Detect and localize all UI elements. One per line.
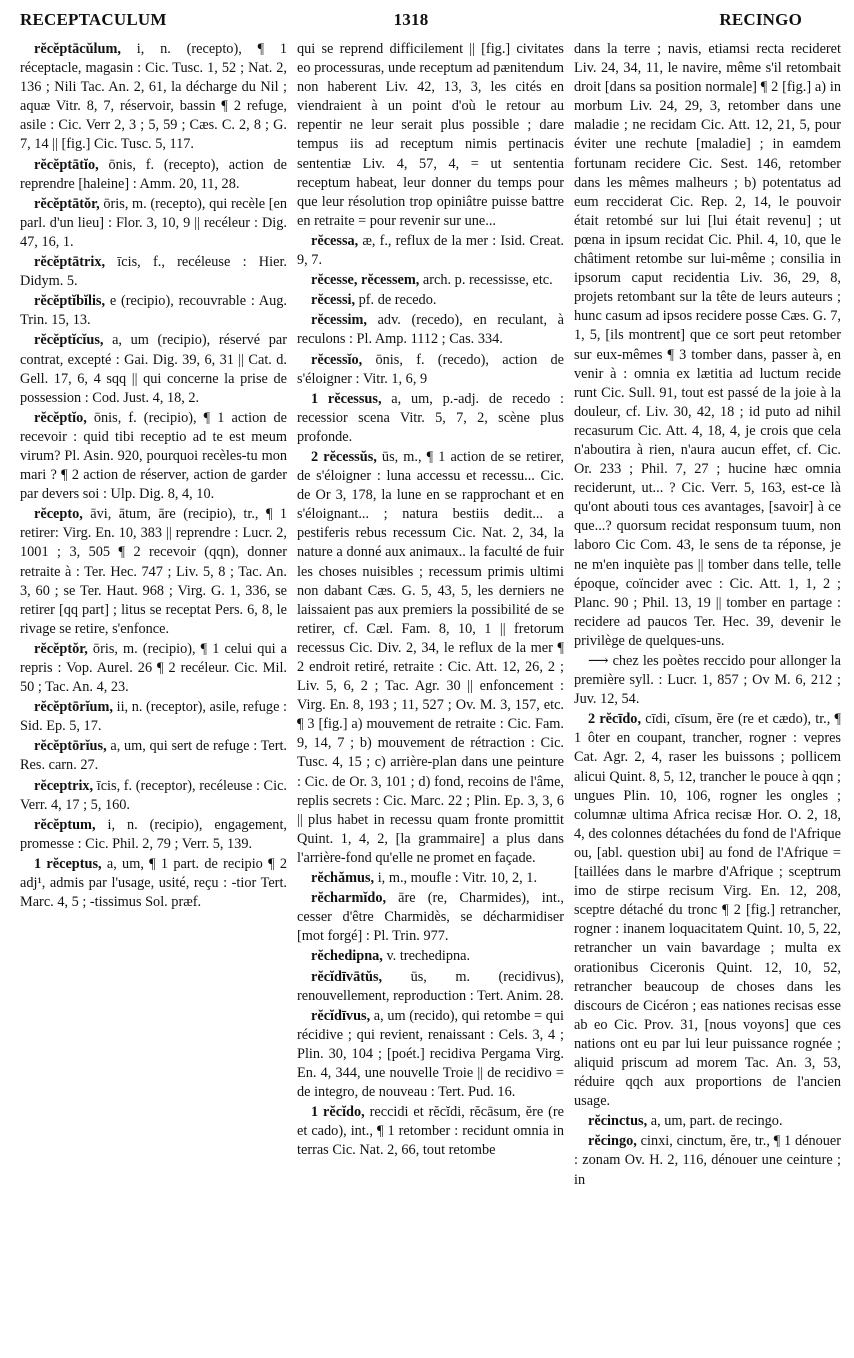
dictionary-entry-continued [297, 40, 564, 231]
entry-text: a, um, p.-adj. de recedo : recessior scena Vitr. 5, 7, 2, scène plus profonde. [297, 390, 564, 445]
entry-text: ōris, m. (recipio), ¶ 1 celui qui a repris : Vop. Aurel. 26 ¶ 2 recéleur. Cic. Mil. 50 ; Tac. An. 4, 23. [20, 640, 287, 696]
entry-headword: rĕcĕptātŏr, [34, 195, 100, 212]
entry-text: adv. (recedo), en reculant, à reculons : Pl. Amp. 1112 ; Cas. 334. [297, 312, 564, 348]
entry-text: īcis, f. (receptor), recéleuse : Cic. Verr. 4, 17 ; 5, 160. [20, 777, 287, 813]
entry-headword: rĕcessa, [311, 232, 359, 249]
dictionary-entry [297, 1007, 564, 1102]
dictionary-entry [20, 156, 287, 194]
dictionary-entry [20, 737, 287, 775]
dictionary-entry [297, 271, 564, 290]
dictionary-entry [20, 855, 287, 912]
dictionary-entry [20, 292, 287, 330]
dictionary-entry [20, 698, 287, 736]
entry-headword: rĕcĕptātĭo, [34, 156, 99, 173]
entry-headword: rĕcharmĭdo, [311, 890, 387, 907]
running-head-right: RECINGO [719, 10, 802, 29]
dictionary-entry [20, 409, 287, 504]
entry-text: e (recipio), recouvrable : Aug. Trin. 15, 13. [20, 293, 287, 329]
entry-text: a, um, qui sert de refuge : Tert. Res. carn. 27. [20, 738, 287, 774]
dictionary-entry [20, 331, 287, 407]
dictionary-entry [297, 1103, 564, 1160]
entry-text: ūs, m. (recidivus), renouvellement, reproduction : Tert. Anim. 28. [297, 968, 564, 1004]
dictionary-entry [297, 869, 564, 888]
entry-headword: rĕcingo, [588, 1133, 637, 1150]
entry-text: ōris, m. (recepto), qui recèle [en parl. d'un lieu] : Flor. 3, 10, 9 || recéleur : Dig. 47, 16, 1. [20, 195, 287, 250]
dictionary-entry [574, 1132, 841, 1189]
entry-headword: rĕcĕptācŭlum, [34, 41, 121, 57]
dictionary-entry [20, 253, 287, 291]
dictionary-entry [574, 1112, 841, 1131]
entry-headword: rĕcessĭo, [311, 351, 363, 368]
entry-headword: rĕcĕptĭbĭlis, [34, 293, 106, 310]
dictionary-entry [297, 448, 564, 868]
column-2 [297, 40, 564, 1350]
entry-text: reccidi et rĕcĭdi, rĕcāsum, ĕre (re et cado), int., ¶ 1 retomber : recidunt omnia in terras Cic. Nat. 2, 66, tout retombe [297, 1104, 564, 1159]
entry-text: v. trechedipna. [382, 948, 471, 965]
entry-headword: rĕcinctus, [588, 1113, 648, 1130]
entry-text: a, um (recido), qui retombe = qui récidive ; qui revient, renaissant : Cels. 3, 4 ; Plin. 30, 104 ; [poét.] recidiva Pergama Virg. En. 4, 344, une nouvelle Troie || de recidivo = de integro, de nouveau : Tert. Pud. 16. [297, 1007, 564, 1101]
entry-headword: rĕchedipna, [311, 948, 383, 965]
running-head-left: RECEPTACULUM [20, 10, 167, 29]
text-columns [20, 40, 842, 1350]
entry-headword: 1 rĕcĭdo, [311, 1104, 365, 1121]
entry-text: dans la terre ; navis, etiamsi recta recideret Liv. 24, 34, 11, le navire, même s'il retombait droit [dans sa position normale] ¶ 2 [fig.] a) in morbum Liv. 24, 29, 3, retomber dans une maladie ; ne recidam Cic. Att. 12, 21, 5, pour éviter une rechute [maladie] ; in eamdem fortunam recidere Cic. Sest. 146, retomber dans les mêmes malheurs ; b) potentatus ad eum recciderat Cic. Rep. 2, 14, le pouvoir était retombé sur lui [lui était revenu] ; ut pœna in ipsum recidat Cic. Phil. 4, 10, que le châtiment retombe sur lui-même ; consilia in ipsorum caput recidentia Liv. 36, 29, 8, projets retombant sur la tête de leurs auteurs ; hunc casum ad ipsos recidere posse Cæs. G. 7, 1, 5, [ils montrent] que ce sort peut retomber sur eux-mêmes ¶ 3 tomber dans, passer à, en venir à : omnia ex lætitia ad luctum recide runt Cic. Sull. 91, tout est passé de la joie à la douleur, cf. Liv. 30, 42, 18 ; id puto ad nihil recasurum Cic. Att. 4, 18, 4, je crois que cela n'aboutira à rien, n'aura aucun effet, cf. Cic. Or. 233 ; Phil. 7, 27 ; hucine hæc omnia reciderunt, ut... ? Cic. Verr. 5, 163, est-ce là qu'ont abouti tous ces avantages, [savoir] à ce que...? quorsum recidat responsum tuum, non laboro Cic Com. 43, le sens de ta réponse, je ne m'en inquiète pas || tomber dans telle, telle époque, coïncider avec : Cic. Att. 1, 1, 2 ; Planc. 90 ; Phil. 13, 19 || tomber en partage : recidere ad paucos Ter. Hec. 39, devenir le privilège de quelques-uns. [574, 41, 841, 649]
dictionary-entry [297, 968, 564, 1006]
entry-text: īcis, f., recéleuse : Hier. Didym. 5. [20, 254, 287, 290]
entry-headword: rĕcĕptĭcĭus, [34, 332, 104, 349]
entry-headword: rĕcĕptōrĭus, [34, 738, 107, 755]
entry-headword: 1 rĕceptus, [34, 855, 102, 872]
entry-headword: 2 rĕcessŭs, [311, 448, 377, 465]
entry-headword: 2 rĕcīdo, [588, 711, 642, 728]
entry-text: arch. p. recessisse, etc. [419, 272, 553, 289]
dictionary-entry [297, 390, 564, 447]
entry-text: āre (re, Charmides), int., cesser d'être Charmidès, se décharmidiser [mot forgé] : Pl. Trin. 977. [297, 890, 564, 945]
dictionary-entry [20, 40, 287, 155]
entry-headword: rĕcĕptĭo, [34, 409, 87, 426]
entry-text: ūs, m., ¶ 1 action de se retirer, de s'éloigner : luna accessu et recessu... Cic. de Or 3, 178, la lune en se rapprochant et en s'éloignant... ; natura bestiis dedit... a pestiferis rebus recessum Cic. Nat. 2, 34, la nature a donné aux animaux.. la faculté de fuir les choses nuisibles ; recessum primis ultimi non dabant Cæs. G. 5, 43, 5, les derniers ne laissaient pas aux premiers la possibilité de se retirer, cf. Cæl. Fam. 8, 10, 1 || fretorum recessus Cic. Div. 2, 34, le reflux de la mer ¶ 2 endroit retiré, retraite : Cic. Att. 12, 26, 2 ; Liv. 5, 6, 2 ; Tac. Agr. 30 || enfoncement : Virg. En. 8, 193 ; 11, 527 ; Ov. M. 3, 157, etc. ¶ 3 [fig.] a) mouvement de retraite : Cic. Fam. 9, 14, 7 ; b) mouvement de rétraction : Cic. Tusc. 4, 15 ; c) arrière-plan dans une peinture : Cic. de Or. 3, 101 ; d) fond, recoins de l'âme, replis secrets : Cic. Marc. 22 ; Plin. Ep. 3, 3, 6 || plus habet in recessu quam fronte promittit Quint. 1, 4, 2, [la grammaire] a plus dans l'arrière-fond qu'elle ne promet en façade. [297, 448, 564, 866]
page-header [20, 10, 842, 40]
entry-headword: rĕcĕptōrĭum, [34, 699, 113, 716]
entry-headword: rĕcesse, rĕcessem, [311, 272, 420, 289]
dictionary-entry [574, 710, 841, 1111]
dictionary-entry [297, 947, 564, 966]
entry-text: āvi, ātum, āre (recipio), tr., ¶ 1 retirer: Virg. En. 10, 383 || reprendre : Lucr. 2, 1001 ; 3, 505 ¶ 2 recevoir (qqn), donner retraite à : Ter. Hec. 747 ; Liv. 5, 8 ; Tac. An. 3, 60 ; se Ter. Haut. 968 ; Virg. G. 1, 336, se retirer [qq part] ; litus se receptat Pers. 6, 8, le rivage se retire, s'enfonce. [20, 506, 287, 637]
entry-headword: rĕcessim, [311, 312, 367, 329]
entry-headword: rĕchămus, [311, 870, 375, 887]
dictionary-entry [297, 232, 564, 270]
entry-headword: rĕcĕptŏr, [34, 640, 88, 657]
entry-headword: rĕcĕptātrix, [34, 254, 106, 271]
entry-headword: rĕcĕptum, [34, 816, 96, 833]
dictionary-note [574, 652, 841, 709]
entry-text: ōnis, f. (recepto), action de reprendre [haleine] : Amm. 20, 11, 28. [20, 156, 287, 192]
dictionary-entry [297, 291, 564, 310]
dictionary-entry-continued [574, 40, 841, 651]
entry-text: ii, n. (receptor), asile, refuge : Sid. Ep. 5, 17. [20, 699, 287, 735]
entry-text: a, um, ¶ 1 part. de recipio ¶ 2 adj¹, admis par l'usage, usité, reçu : -tior Tert. Marc. 4, 5 ; -tissimus Sol. præf. [20, 855, 287, 911]
dictionary-entry [20, 505, 287, 639]
entry-text: a, um (recipio), réservé par contrat, excepté : Gai. Dig. 39, 6, 31 || Cat. d. Gell. 17, 6, 4 sqq || qui concerne la prise de possession : Cod. Just. 4, 18, 2. [20, 332, 287, 406]
entry-text: cinxi, cinctum, ĕre, tr., ¶ 1 dénouer : zonam Ov. H. 2, 116, dénouer une ceinture ; in [574, 1133, 841, 1188]
entry-text: pf. de recedo. [355, 292, 437, 309]
entry-text: a, um, part. de recingo. [647, 1113, 783, 1130]
dictionary-entry [297, 311, 564, 349]
entry-text: æ, f., reflux de la mer : Isid. Creat. 9, 7. [297, 232, 564, 269]
dictionary-entry [20, 816, 287, 854]
entry-text: i, n. (recipio), engagement, promesse : Cic. Phil. 2, 79 ; Verr. 5, 139. [20, 816, 287, 852]
entry-text: i, m., moufle : Vitr. 10, 2, 1. [374, 870, 538, 887]
entry-headword: rĕcĭdīvātŭs, [311, 968, 383, 985]
entry-headword: rĕcessi, [311, 292, 356, 309]
dictionary-entry [297, 351, 564, 389]
entry-headword: rĕceptrix, [34, 777, 94, 794]
dictionary-entry [297, 889, 564, 946]
page-number: 1318 [393, 10, 429, 29]
entry-text: ōnis, f. (recipio), ¶ 1 action de recevoir : quid tibi receptio ad te est meum virum? Pl. Asin. 920, pourquoi recèles-tu mon mari ? ¶ 2 action de réserver, action de garder par devers soi : Ulp. Dig. 8, 4, 10. [20, 409, 287, 503]
column-1 [20, 40, 287, 1350]
entry-text: qui se reprend difficilement || [fig.] civitates eo processuras, unde receptum ad pænitendum non haberent Liv. 42, 13, 3, les cités en viendraient à un point d'où le retour au repentir ne leur serait plus possible ; dare tempus iis ad receptum nimis pertinacis sententiæ Liv. 4, 57, 4, = ut sententia receptum habeat, leur donner du temps pour que leur résolution trop opiniâtre puisse battre en retraite = pour revenir sur une... [297, 41, 564, 229]
column-3 [574, 40, 841, 1350]
entry-text: i, n. (recepto), ¶ 1 réceptacle, magasin : Cic. Tusc. 1, 52 ; Nat. 2, 136 ; Nili Tac. An. 2, 61, la décharge du Nil ; aquæ Vitr. 8, 7, réservoir, bassin ¶ 2 refuge, asile : Cic. Verr 2, 3 ; 5, 59 ; Cæs. C. 2, 8 ; G. 7, 14 || [fig.] Cic. Tusc. 5, 117. [20, 41, 287, 153]
dictionary-entry [20, 195, 287, 252]
entry-headword: rĕcĭdīvus, [311, 1007, 371, 1024]
entry-text: ōnis, f. (recedo), action de s'éloigner : Vitr. 1, 6, 9 [297, 351, 564, 387]
entry-text: ⟶ chez les poètes reccido pour allonger la première syll. : Lucr. 1, 857 ; Ov M. 6, 212 ; Juv. 12, 54. [574, 653, 841, 708]
entry-headword: 1 rĕcessus, [311, 390, 382, 407]
entry-headword: rĕcepto, [34, 506, 83, 523]
entry-text: cīdi, cīsum, ĕre (re et cædo), tr., ¶ 1 ôter en coupant, trancher, rogner : vepres Cat. Agr. 2, 4, raser les buissons ; pollicem alicui Quint. 8, 5, 12, trancher le pouce à qqn ; ungues Plin. 10, 106, rogner les ongles ; columnæ ultima Africa recisæ Hor. O. 2, 18, 4, des colonnes détachées du fond de l'Afrique ou, [abl. question ubi] au fond de l'Afrique = [taillées dans le marbre d'Afrique ; sceptrum imo de stirpe recisum Virg. En. 12, 208, sceptre détaché du tronc ¶ 2 [fig.] retrancher, rogner : inanem loquacitatem Quint. 10, 5, 22, retrancher un vain bavardage ; multa ex orationibus Ciceronis Quint. 12, 10, 52, retrancher beaucoup de choses dans les discours de Cicéron ; eas nationes recisas esse ab eo Cic. Prov. 31, [nous voyons] que ces nations ont eu par lui leur puissance rognée ; aliquid priscum ad morem Tac. An. 3, 53, réduire qqch aux proportions de l'ancien usage. [574, 711, 841, 1110]
dictionary-entry [20, 640, 287, 697]
dictionary-entry [20, 777, 287, 815]
